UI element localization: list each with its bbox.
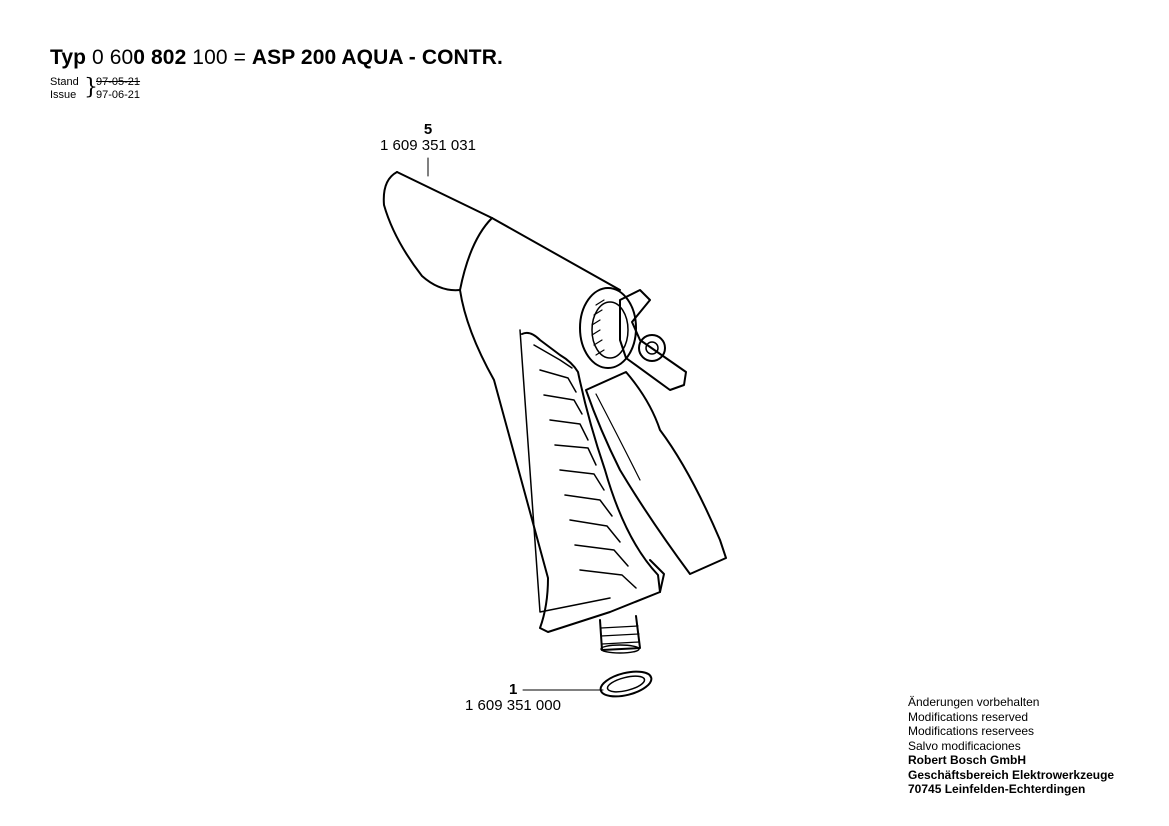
title-number-a: 0 60 <box>92 46 134 69</box>
sealing-ring <box>598 667 654 701</box>
nozzle-ring <box>460 218 492 290</box>
body-top-edge <box>492 218 620 290</box>
part-number: 1 609 351 031 <box>380 137 476 154</box>
grip-ribs <box>534 345 636 588</box>
nozzle-tip <box>384 172 460 290</box>
trigger <box>586 372 726 574</box>
title-number-c: 100 <box>192 46 228 69</box>
company-division: Geschäftsbereich Elektrowerkzeuge <box>908 767 1115 782</box>
title-model: ASP 200 AQUA - CONTR. <box>251 46 503 69</box>
company-address: 70745 Leinfelden-Echterdingen <box>908 782 1086 796</box>
title-typ: Typ <box>50 46 87 69</box>
issue-date: 97-06-21 <box>96 89 141 101</box>
stand-label: Stand <box>50 76 79 88</box>
footer-line: Modifications reservees <box>908 724 1035 738</box>
nozzle-top-edge <box>397 172 492 218</box>
title-number-b: 0 802 <box>133 46 187 69</box>
title-equals: = <box>233 46 246 69</box>
brace-glyph: } <box>84 75 98 100</box>
stand-date: 97-05-21 <box>96 76 141 88</box>
company-name: Robert Bosch GmbH <box>908 753 1027 767</box>
part-position: 5 <box>423 121 433 138</box>
issue-label: Issue <box>50 89 77 101</box>
footer-line: Modifications reserved <box>908 709 1029 724</box>
footer-block <box>908 695 1114 797</box>
footer-line: Salvo modificaciones <box>908 738 1021 753</box>
footer-line: Änderungen vorbehalten <box>908 695 1040 709</box>
body-outline <box>460 290 664 632</box>
grip-panel-edge <box>522 333 660 592</box>
part-number: 1 609 351 000 <box>465 697 561 714</box>
part-position: 1 <box>509 681 518 698</box>
